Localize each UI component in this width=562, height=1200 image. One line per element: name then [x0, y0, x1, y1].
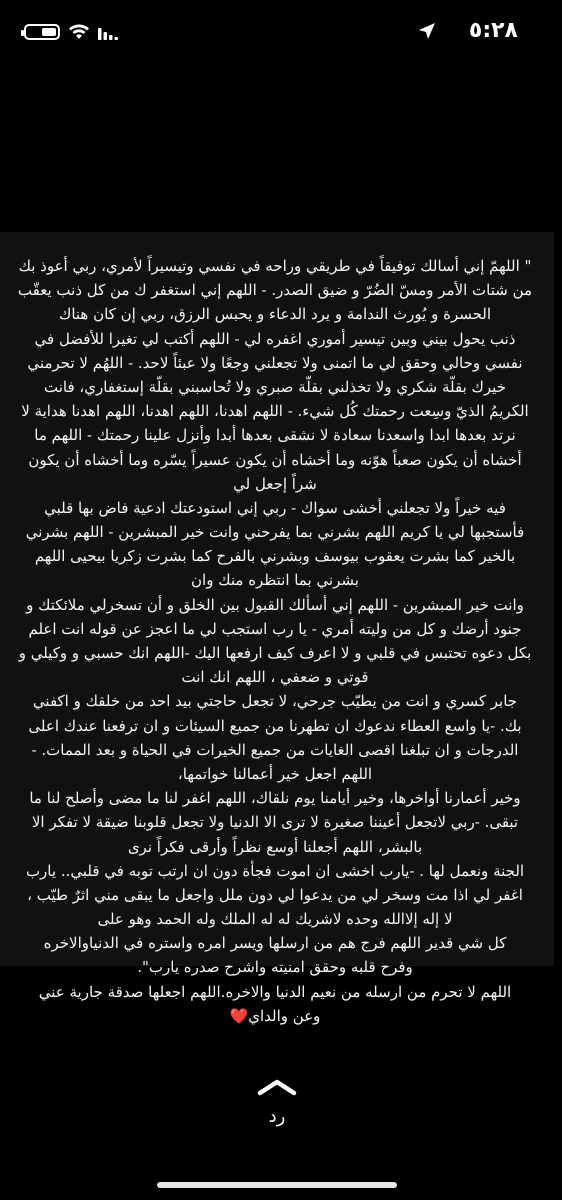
story-line: تبقى. -ربي لاتجعل أعيننا صغيرة لا ترى الا الدنيا ولا تجعل قلوبنا ضيقة لا تفكر الا [31, 813, 519, 832]
story-line: الدرجات و ان تبلغنا اقصى الغايات من جميع الخيرات في الحياة و بعد الممات. - [31, 740, 519, 759]
story-line: اللهم لا تحرم من ارسله من نعيم الدنيا والاخره.اللهم اجعلها صدقة جارية عني [38, 982, 512, 1001]
story-line: بشرني بما انتظره منك وان [191, 571, 359, 590]
story-line: اغفر لي اذا مت وسخر لي من يدعوا لي دون ملل واجعل ما يبقى مني اثرٌ طيّب ، [27, 885, 523, 904]
story-line: لا إله إلاالله وحده لاشريك له له الملك وله الحمد وهو على [97, 910, 453, 929]
story-line: فأستجبها لي يا كريم اللهم بشرني بما يفرحني وانت خير المبشرين - اللهم بشرني [25, 523, 525, 542]
story-line: قوتي و ضعفي ، اللهم انك انت [181, 668, 369, 687]
story-line: وعن والداي❤️ [229, 1006, 321, 1025]
story-image[interactable] [0, 232, 554, 1025]
reply-area[interactable] [0, 1060, 554, 1140]
story-line: وانت خير المبشرين - اللهم إني أسألك القبول بين الخلق و أن تسخرلي ملائكتك و [26, 595, 524, 614]
story-line: جنود أرضك و كل من وليته أمري - يا رب استجب لي ما اعجز عن قوله انت اعلم [28, 619, 522, 638]
story-line: بالخير كما بشرت يعقوب بيوسف وبشرني بالفرح كما بشرت زكريا بيحيى اللهم [34, 547, 516, 566]
story-line: الجنة ونعمل لها . -يارب اخشى ان اموت فجأة دون ان ارتب توبه في قلبي.. يارب [25, 861, 525, 880]
home-indicator [157, 1182, 397, 1188]
story-line: شراً إجعل لي [233, 474, 317, 493]
story-line: بك. -يا واسع العطاء ندعوك ان تطهرنا من جميع السيئات و ان ترفعنا عندك اعلى [28, 716, 522, 735]
story-line: فيه خيراً ولا تجعلني أخشى سواك - ربي إني استودعتك ادعية فاض بها قلبي [44, 498, 506, 517]
story-text [0, 254, 562, 1028]
story-line: كل شي قدير اللهم فرج هم من ارسلها ويسر امره واستره في الدنياوالاخره [43, 934, 507, 953]
story-line: بالبشر، اللهم أجعلنا أوسع نظراً وأرقى فكراً نرى [127, 837, 423, 856]
story-line: الحسرة و يُورث الندامة و يرد الدعاء و يحبس الرزق، ربي إن كان هناك [58, 305, 492, 324]
chevron-up-icon[interactable] [257, 1078, 297, 1096]
location-arrow-icon [418, 22, 436, 40]
story-line: نرتد بعدها ابدا واسعدنا سعادة لا نشقى بعدها أبدا وأنزل علينا رحمتك - اللهم ما [34, 426, 516, 445]
battery-icon [24, 24, 60, 40]
story-line: نفسي وحالي وحقق لي ما اتمنى ولا تجعلني وجعًا ولا عبئاً لاحد. - اللهُم لا تحرمني [27, 353, 523, 372]
status-icons [24, 22, 118, 42]
story-line: من شتات الأمر ومسّ الضُرّ و ضيق الصدر. - اللهم إني استغفر ك من كل ذنب يعقّب [17, 281, 533, 300]
story-line: ذنب يحول بيني وبين تيسير أموري اغفره لي - اللهم أكتب لي تغيرا للأفضل في [34, 329, 516, 348]
story-line: أخشاه أن يكون صعباً هوّنه وما أخشاه أن يكون عسيراً يسّره وما أخشاه أن يكون [28, 450, 522, 469]
story-line: وفرح قلبه وحقق امنيته واشرح صدره يارب". [137, 958, 413, 977]
story-line: خيرك بقلّة شكري ولا تخذلني بقلّة صبري ولا تُحاسبني بقلّة إستغفاري، فانت [44, 377, 506, 396]
reply-label[interactable]: رد [268, 1106, 286, 1127]
signal-icon [98, 24, 118, 40]
story-line: جابر كسري و انت من يطيّب جرحي، لا تجعل حاجتي بيد احد من خلقك و اكفني [32, 692, 518, 711]
story-line: بكل دعوه تحتبس في قلبي و لا اعرف كيف ارفعها اليك -اللهم انك حسبي و وكيلي و [18, 644, 532, 662]
story-line: اللهم اجعل خير أعمالنا خواتمها، [177, 764, 373, 783]
story-line: " اللهمّ إني أسالك توفيقاً في طريقي وراحه في نفسي وتيسيراً لأمري، ربي أعوذ بك [18, 257, 532, 275]
status-time: ٥:٢٨ [468, 18, 518, 43]
story-line: الكريمُ الذيّ وسِعت رحمتك كُل شيء. - اللهم اهدنا، اللهم اهدنا، اللهم اهدنا هداية لا [21, 402, 529, 421]
wifi-icon [68, 24, 90, 40]
story-line: وخير أعمارنا أواخرها، وخير أيامنا يوم نلقاك، اللهم اغفر لنا ما مضى وأصلح لنا ما [29, 789, 521, 808]
status-bar [0, 0, 554, 60]
